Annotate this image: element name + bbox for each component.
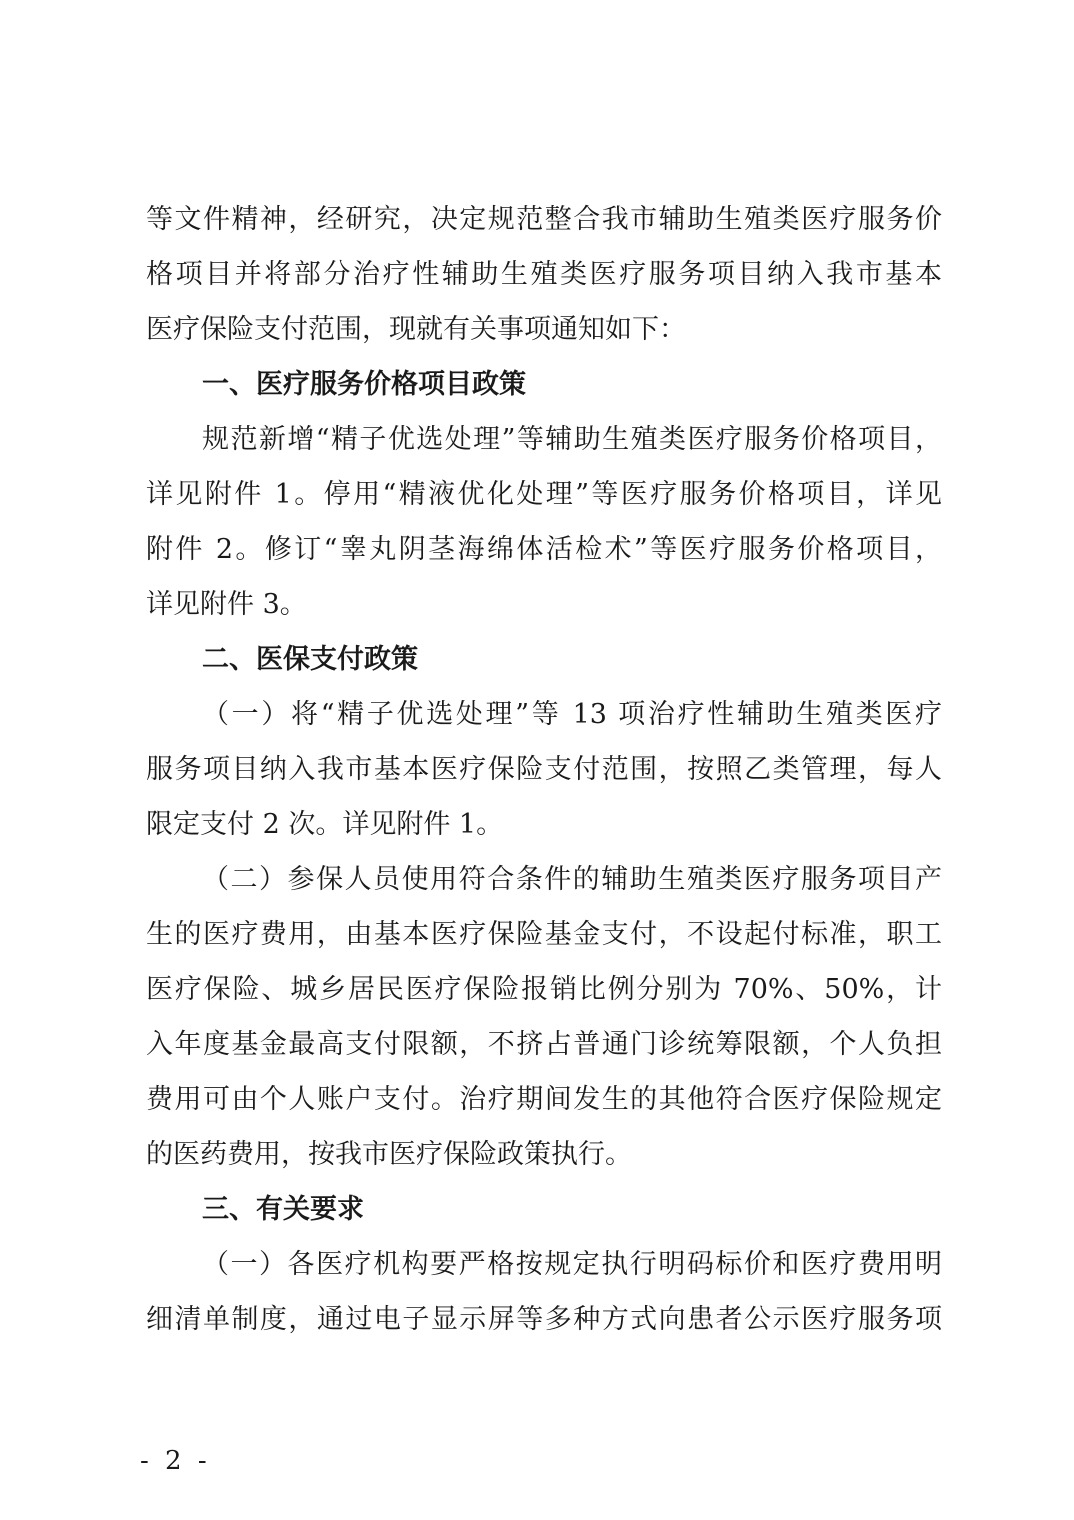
intro-line-1: 等文件精神，经研究，决定规范整合我市辅助生殖类医疗服务价 — [146, 204, 942, 235]
section1-line-3: 附件 2。修订“睾丸阴茎海绵体活检术”等医疗服务价格项目， — [146, 534, 942, 565]
section3-heading: 三、有关要求 — [202, 1194, 364, 1225]
section2-para2-line-5: 费用可由个人账户支付。治疗期间发生的其他符合医疗保险规定 — [146, 1084, 942, 1115]
section3-para1-line-1: （一）各医疗机构要严格按规定执行明码标价和医疗费用明 — [202, 1249, 942, 1280]
section2-para2-line-2: 生的医疗费用，由基本医疗保险基金支付，不设起付标准，职工 — [146, 919, 942, 950]
section2-heading: 二、医保支付政策 — [202, 644, 418, 675]
section1-line-4: 详见附件 3。 — [146, 589, 307, 620]
section2-para1-line-1: （一）将“精子优选处理”等 13 项治疗性辅助生殖类医疗 — [202, 699, 942, 730]
intro-line-2: 格项目并将部分治疗性辅助生殖类医疗服务项目纳入我市基本 — [146, 259, 942, 290]
section3-para1-line-2: 细清单制度，通过电子显示屏等多种方式向患者公示医疗服务项 — [146, 1304, 942, 1335]
section1-line-1: 规范新增“精子优选处理”等辅助生殖类医疗服务价格项目， — [202, 424, 942, 455]
section1-heading: 一、医疗服务价格项目政策 — [202, 369, 526, 400]
section2-para2-line-4: 入年度基金最高支付限额，不挤占普通门诊统筹限额，个人负担 — [146, 1029, 942, 1060]
document-body — [146, 192, 942, 1347]
section2-para2-line-6: 的医药费用，按我市医疗保险政策执行。 — [146, 1139, 632, 1170]
section2-para2-line-1: （二）参保人员使用符合条件的辅助生殖类医疗服务项目产 — [202, 864, 942, 895]
section2-para1-line-2: 服务项目纳入我市基本医疗保险支付范围，按照乙类管理，每人 — [146, 754, 942, 785]
section2-para1-line-3: 限定支付 2 次。详见附件 1。 — [146, 809, 504, 840]
section1-line-2: 详见附件 1。停用“精液优化处理”等医疗服务价格项目，详见 — [146, 479, 942, 510]
page-number: - 2 - — [140, 1446, 211, 1476]
section2-para2-line-3: 医疗保险、城乡居民医疗保险报销比例分别为 70%、50%，计 — [146, 974, 942, 1005]
intro-line-3: 医疗保险支付范围，现就有关事项通知如下： — [146, 314, 686, 345]
